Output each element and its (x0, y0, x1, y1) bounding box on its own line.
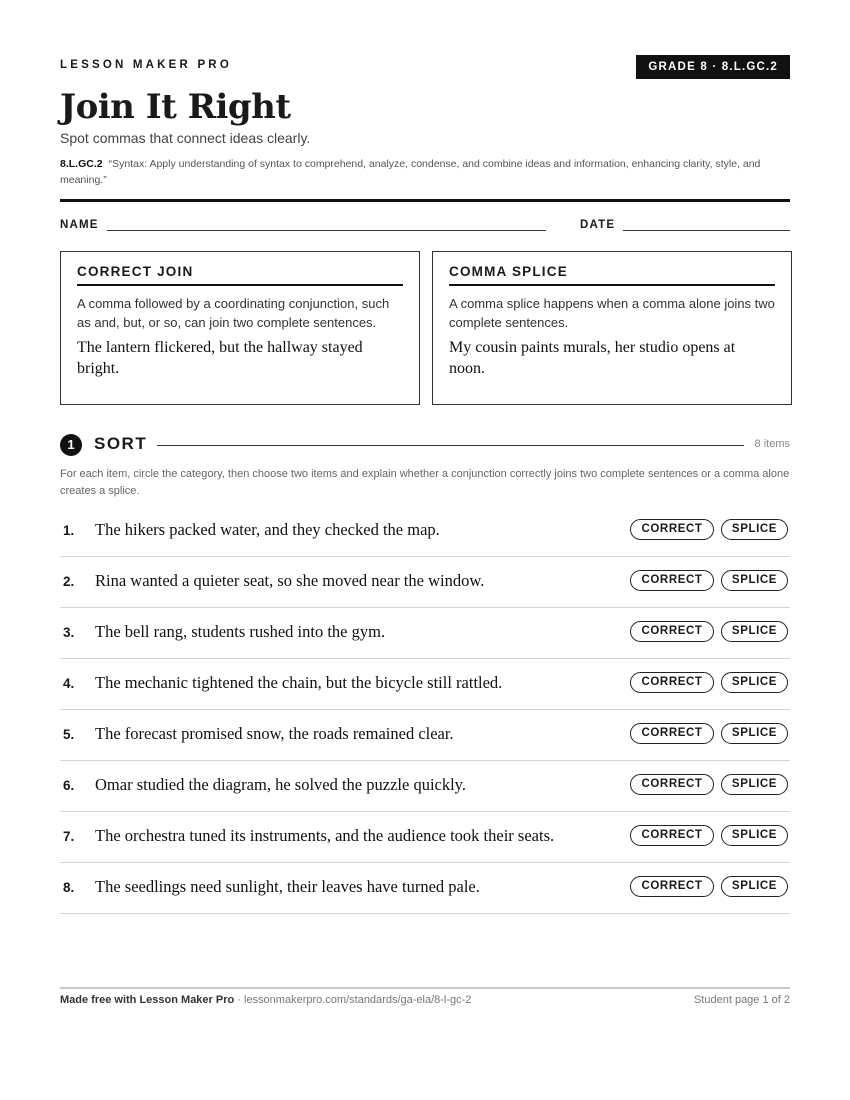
standard-text: “Syntax: Apply understanding of syntax to comprehend, analyze, condense, and combine ideas and information, enhancing clarity, style, and meaning.” (60, 158, 761, 186)
footer-url[interactable]: · lessonmakerpro.com/standards/ga-ela/8-l-gc-2 (234, 994, 472, 1006)
splice-choice-button[interactable]: SPLICE (721, 621, 788, 642)
item-sentence: The orchestra tuned its instruments, and the audience took their seats. (95, 826, 555, 845)
correct-choice-button[interactable]: CORRECT (630, 723, 714, 744)
list-item (60, 710, 790, 761)
correct-join-box (60, 251, 420, 405)
item-number: 7. (63, 829, 75, 844)
footer-divider (60, 987, 790, 989)
footer-made-with: Made free with Lesson Maker Pro (60, 994, 235, 1006)
item-number: 4. (63, 676, 75, 691)
splice-choice-button[interactable]: SPLICE (721, 876, 788, 897)
correct-choice-button[interactable]: CORRECT (630, 825, 714, 846)
correct-choice-button[interactable]: CORRECT (630, 570, 714, 591)
splice-choice-button[interactable]: SPLICE (721, 825, 788, 846)
list-item (60, 557, 790, 608)
correct-choice-button[interactable]: CORRECT (630, 774, 714, 795)
list-item (60, 506, 790, 557)
box-example: The lantern flickered, but the hallway stayed bright. (77, 339, 363, 377)
item-sentence: Rina wanted a quieter seat, so she moved near the window. (95, 571, 485, 590)
sort-items-list (60, 506, 790, 914)
box-title: CORRECT JOIN (77, 264, 403, 286)
standard-code: 8.L.GC.2 (60, 158, 103, 170)
list-item (60, 608, 790, 659)
list-item (60, 863, 790, 914)
list-item (60, 659, 790, 710)
page-subtitle: Spot commas that connect ideas clearly. (60, 130, 311, 146)
box-title: COMMA SPLICE (449, 264, 775, 286)
splice-choice-button[interactable]: SPLICE (721, 672, 788, 693)
splice-choice-button[interactable]: SPLICE (721, 570, 788, 591)
standard-description (60, 156, 790, 188)
section-instructions: For each item, circle the category, then choose two items and explain whether a conjunction correctly joins two complete sentences or a comma alone creates a splice. (60, 468, 790, 497)
name-date-row (60, 219, 790, 235)
grade-badge: GRADE 8 · 8.L.GC.2 (636, 55, 790, 79)
box-example: My cousin paints murals, her studio opens at noon. (449, 339, 736, 377)
section-title: SORT (94, 434, 148, 453)
splice-choice-button[interactable]: SPLICE (721, 774, 788, 795)
item-sentence: The mechanic tightened the chain, but the bicycle still rattled. (95, 673, 503, 692)
header-divider (60, 199, 790, 202)
section-number-badge: 1 (60, 434, 82, 456)
item-count: 8 items (754, 438, 790, 450)
item-number: 8. (63, 880, 75, 895)
list-item (60, 812, 790, 863)
page-number: Student page 1 of 2 (693, 994, 790, 1006)
item-number: 6. (63, 778, 75, 793)
name-label: NAME (60, 219, 99, 231)
item-sentence: Omar studied the diagram, he solved the puzzle quickly. (95, 775, 466, 794)
footer (60, 994, 790, 1006)
item-number: 5. (63, 727, 75, 742)
section-rule (157, 445, 744, 446)
comma-splice-box (432, 251, 792, 405)
header (60, 55, 790, 79)
box-description: A comma splice happens when a comma alone joins two complete sentences. (449, 296, 775, 330)
item-number: 1. (63, 523, 75, 538)
correct-choice-button[interactable]: CORRECT (630, 672, 714, 693)
splice-choice-button[interactable]: SPLICE (721, 519, 788, 540)
date-field[interactable] (623, 230, 790, 231)
item-sentence: The seedlings need sunlight, their leaves have turned pale. (95, 877, 480, 896)
list-item (60, 761, 790, 812)
splice-choice-button[interactable]: SPLICE (721, 723, 788, 744)
correct-choice-button[interactable]: CORRECT (630, 621, 714, 642)
date-label: DATE (580, 219, 616, 231)
item-number: 2. (63, 574, 75, 589)
correct-choice-button[interactable]: CORRECT (630, 876, 714, 897)
item-sentence: The hikers packed water, and they checked the map. (95, 520, 440, 539)
correct-choice-button[interactable]: CORRECT (630, 519, 714, 540)
page-title: Join It Right (60, 87, 291, 127)
name-field[interactable] (107, 230, 546, 231)
brand-name: LESSON MAKER PRO (60, 59, 232, 71)
item-sentence: The bell rang, students rushed into the gym. (95, 622, 386, 641)
item-number: 3. (63, 625, 75, 640)
section-header (60, 433, 790, 457)
item-sentence: The forecast promised snow, the roads remained clear. (95, 724, 454, 743)
box-description: A comma followed by a coordinating conjunction, such as and, but, or so, can join two complete sentences. (77, 296, 390, 330)
